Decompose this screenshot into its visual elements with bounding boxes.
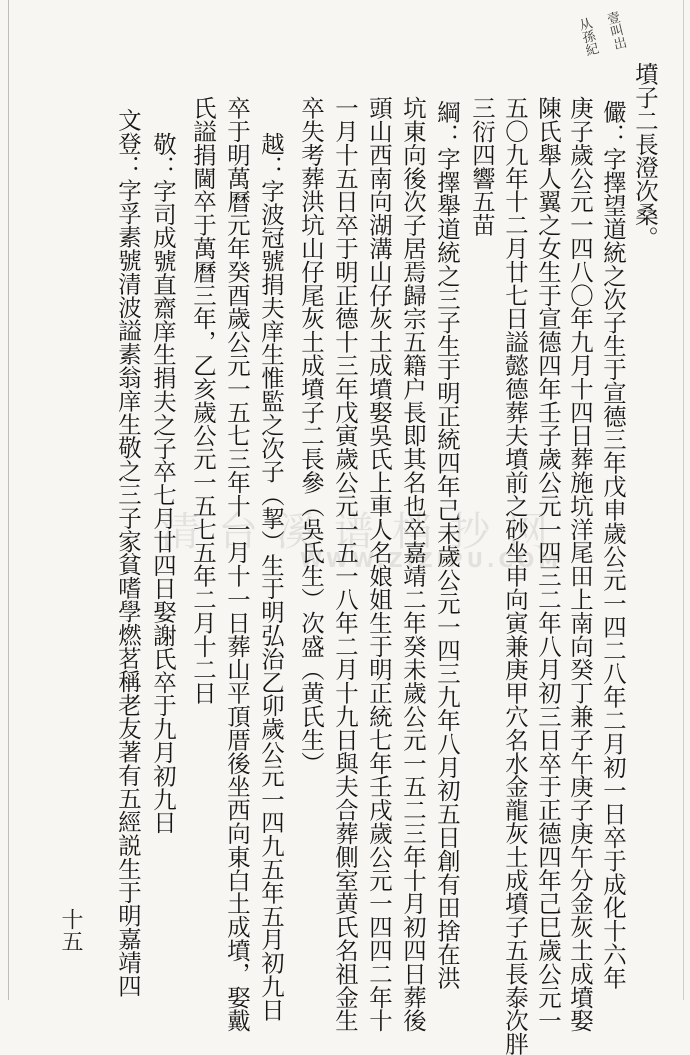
- scan-edge-left: [8, 0, 9, 1000]
- text-column-7: 綱：字擇舉道統之三子生于明正統四年己未歲公元一四三九年八月初五日創有田捨在洪: [433, 100, 461, 990]
- text-column-1: 墳子二長澄次桑。: [631, 62, 659, 250]
- scan-edge-right: [683, 0, 684, 1000]
- watermark-url: WWW.ZIZIPU.COM: [300, 548, 563, 572]
- text-column-15: 敬：字司成號直齋庠生捐夫之子卒七月廿四日娶謝氏卒于九月初九日: [149, 132, 177, 834]
- text-column-14: 氏謚捐閫卒于萬曆三年，乙亥歲公元一五七五年二月十二日: [189, 96, 217, 705]
- text-column-8: 坑東向後次子居焉歸宗五籍户長即其名也卒嘉靖二年癸未歲公元一五二三年十月初四日葬後: [399, 96, 427, 1032]
- text-column-3: 庚子歲公元一四八〇年九月十四日葬施坑洋尾田上南向癸丁兼子午庚子庚午分金灰土成墳娶: [566, 96, 594, 1032]
- text-column-16: 文登：字孚素號清波謚素翁庠生敬之三子家貧嗜學燃茗稱老友著有五經説生于明嘉靖四: [114, 108, 142, 998]
- margin-handwritten-note-2: 从孫紀: [574, 16, 599, 58]
- text-column-5: 五〇九年十二月廿七日謚懿德葬夫墳前之砂坐申向寅兼庚甲穴名水金龍灰土成墳子五長泰次胖: [501, 96, 529, 1055]
- text-column-4: 陳氏舉人翼之女生于宣德四年壬子歲公元一四三二年八月初三日卒于正德四年己巳歲公元一: [534, 96, 562, 1032]
- text-column-12: 越：字波冠號捐夫庠生惟監之次子（挈）生于明弘治乙卯歲公元一四九五年五月初九日: [257, 132, 285, 1022]
- watermark: 清台溪谱档抄网: [160, 509, 566, 555]
- page-number: 十五: [58, 908, 83, 952]
- text-column-13: 卒于明萬曆元年癸酉歲公元一五七三年十一月十一日葬山平頂厝後坐西向東白土成墳，娶戴: [223, 96, 251, 1032]
- text-column-9: 頭山西南向湖溝山仔灰土成墳娶吳氏上車人名娘姐生于明正統七年壬戌歲公元一四四二年十: [365, 96, 393, 1032]
- text-column-2: 儼：字擇望道統之次子生于宣德三年戊申歲公元一四二八年二月初一日卒于成化十六年: [599, 100, 627, 990]
- margin-handwritten-note: 壹叫岀: [602, 10, 627, 52]
- text-column-11: 卒失考葬洪坑山仔尾灰土成墳子二長參（吳氏生）次盛（黄氏生）: [297, 96, 325, 775]
- text-column-6: 三衍四響五苗: [468, 96, 496, 237]
- text-column-10: 一月十五日卒于明正德十三年戊寅歲公元一五一八年二月十九日與夫合葬側室黄氏名祖金生: [331, 96, 359, 1032]
